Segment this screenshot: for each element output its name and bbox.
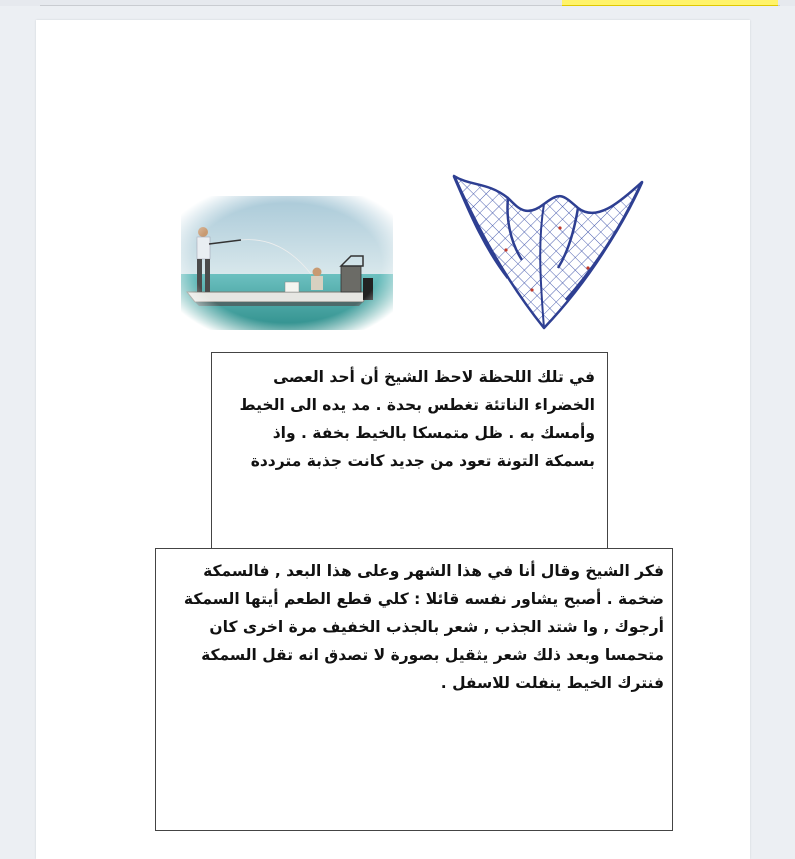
fishing-net-photo-icon <box>448 168 646 338</box>
fishing-boat-photo-icon <box>181 196 393 330</box>
story-paragraph-1: في تلك اللحظة لاحظ الشيخ أن أحد العصى الخضراء الناتئة تغطس بحدة . مد يده الى الخيط وأمسك به . ظل متمسكا بالخيط بخفة . واذ بسمكة التونة تعود من جديد كانت جذبة مترددة <box>211 352 608 557</box>
story-paragraph-2: فكر الشيخ وقال أنا في هذا الشهر وعلى هذا البعد , فالسمكة ضخمة . أصبح يشاور نفسه قائلا : كلي قطع الطعم أيتها السمكة أرجوك , وا شتد الجذب , شعر بالجذب الخفيف مرة اخرى كان متحمسا وبعد ذلك شعر يثقيل بصورة لا تصدق انه تقل السمكة فنترك الخيط ينفلت للاسفل . <box>155 548 673 831</box>
highlight-mark <box>562 0 778 6</box>
